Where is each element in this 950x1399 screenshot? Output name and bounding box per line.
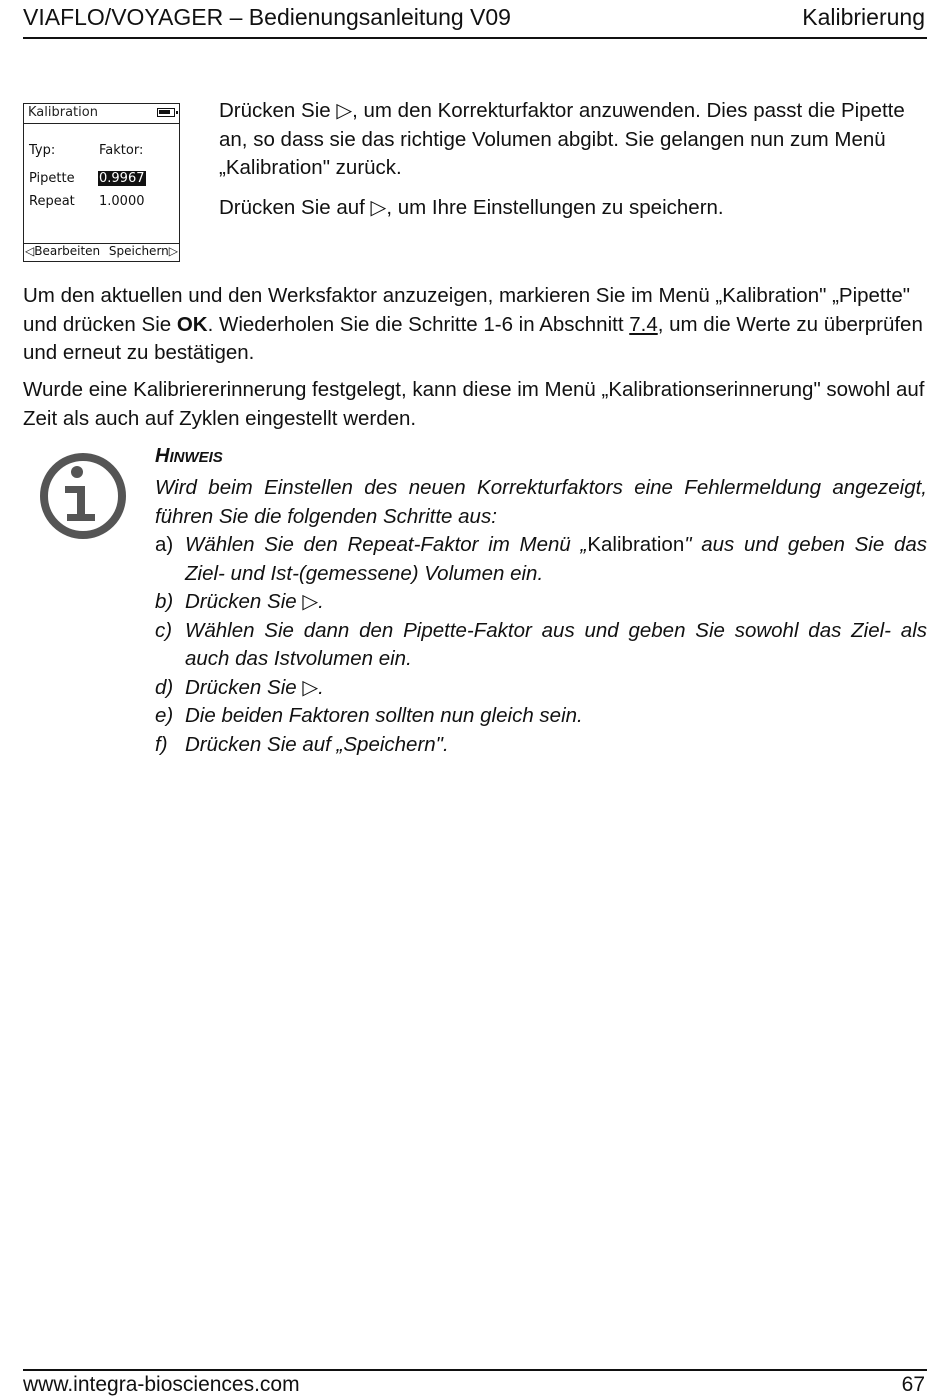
section-reference-link[interactable]: 7.4 — [629, 312, 658, 336]
note-title — [155, 445, 223, 468]
header-title: VIAFLO/VOYAGER – Bedienungsanleitung V09 — [23, 4, 511, 30]
list-item-text: Wählen Sie den Repeat-Faktor im Menü „ — [185, 533, 588, 556]
softkey-edit: ◁Bearbeiten — [25, 244, 101, 258]
list-item-text: " aus und geben Sie das Ziel- und Ist-(gemessene) Volumen ein. — [185, 533, 927, 585]
body-paragraph-4: Wurde eine Kalibriererinnerung festgelegt, kann diese im Menü „Kalibrationserinnerung" sowohl auf Zeit als auch auf Zyklen eingestellt werden. — [23, 378, 925, 430]
note-list-item — [155, 674, 927, 703]
list-item-text: Drücken Sie ▷. — [185, 590, 324, 613]
info-icon — [37, 450, 129, 542]
screen-col-factor: Faktor: — [99, 143, 144, 158]
list-item-label: e) — [155, 704, 174, 727]
list-item-text: Drücken Sie auf „Speichern". — [185, 732, 449, 756]
page-number: 67 — [901, 1373, 925, 1396]
note-title-rest: INWEIS — [169, 449, 223, 466]
list-item-menu-name: Kalibration — [587, 533, 685, 556]
note-list-item — [155, 588, 927, 617]
screen-row-pipette-label: Pipette — [29, 171, 75, 186]
list-item-label: b) — [155, 590, 174, 613]
step-paragraph-1: Drücken Sie ▷, um den Korrekturfaktor anzuwenden. Dies passt die Pipette an, so dass sie das richtige Volumen abgibt. Sie gelangen nun zum Menü „Kalibration" zurück. — [219, 99, 905, 179]
list-item-label: f) — [155, 732, 168, 756]
screen-title: Kalibration — [28, 105, 98, 120]
footer-rule — [23, 1369, 927, 1371]
screen-row-pipette-value: 0.9967 — [99, 171, 145, 186]
note-list-item — [155, 617, 927, 674]
device-screen — [23, 103, 180, 262]
note-intro: Wird beim Einstellen des neuen Korrekturfaktors eine Fehlermeldung angezeigt, führen Sie die folgenden Schritte aus: — [155, 476, 927, 528]
step-paragraph-2: Drücken Sie auf ▷, um Ihre Einstellungen zu speichern. — [219, 196, 724, 219]
screen-col-type: Typ: — [29, 143, 56, 158]
screen-softkey-bar — [24, 243, 179, 261]
footer-url[interactable]: www.integra-biosciences.com — [23, 1373, 300, 1396]
list-item-text: Drücken Sie ▷. — [185, 675, 324, 699]
softkey-save: Speichern▷ — [108, 244, 178, 258]
note-list-item — [155, 702, 927, 731]
note-list-item — [155, 531, 927, 588]
list-item-label: d) — [155, 675, 174, 699]
screen-row-repeat-value: 1.0000 — [99, 194, 145, 209]
note-list-item — [155, 731, 927, 760]
battery-icon — [157, 108, 175, 117]
body-paragraph-3 — [23, 282, 927, 368]
header-section: Kalibrierung — [802, 4, 925, 30]
list-item-text: Wählen Sie dann den Pipette-Faktor aus und geben Sie sowohl das Ziel- als auch das Istvolumen ein. — [185, 618, 927, 670]
ok-key-label: OK — [176, 312, 208, 336]
p3-text-b: . Wiederholen Sie die Schritte 1-6 in Abschnitt — [207, 312, 630, 336]
p3-text-a: Um den aktuellen und den Werksfaktor anzuzeigen, markieren Sie im Menü „Kalibration" „Pipette" und drücken Sie — [23, 284, 911, 336]
screen-title-divider — [24, 123, 179, 124]
list-item-label: a) — [155, 533, 174, 556]
list-item-label: c) — [155, 618, 173, 642]
header-rule — [23, 37, 927, 39]
list-item-text: Die beiden Faktoren sollten nun gleich sein. — [185, 704, 583, 727]
note-body — [155, 474, 927, 759]
p3-text-c: , um die Werte zu überprüfen und erneut zu bestätigen. — [23, 312, 923, 364]
note-title-initial: H — [155, 445, 170, 467]
screen-row-repeat-label: Repeat — [29, 194, 75, 209]
